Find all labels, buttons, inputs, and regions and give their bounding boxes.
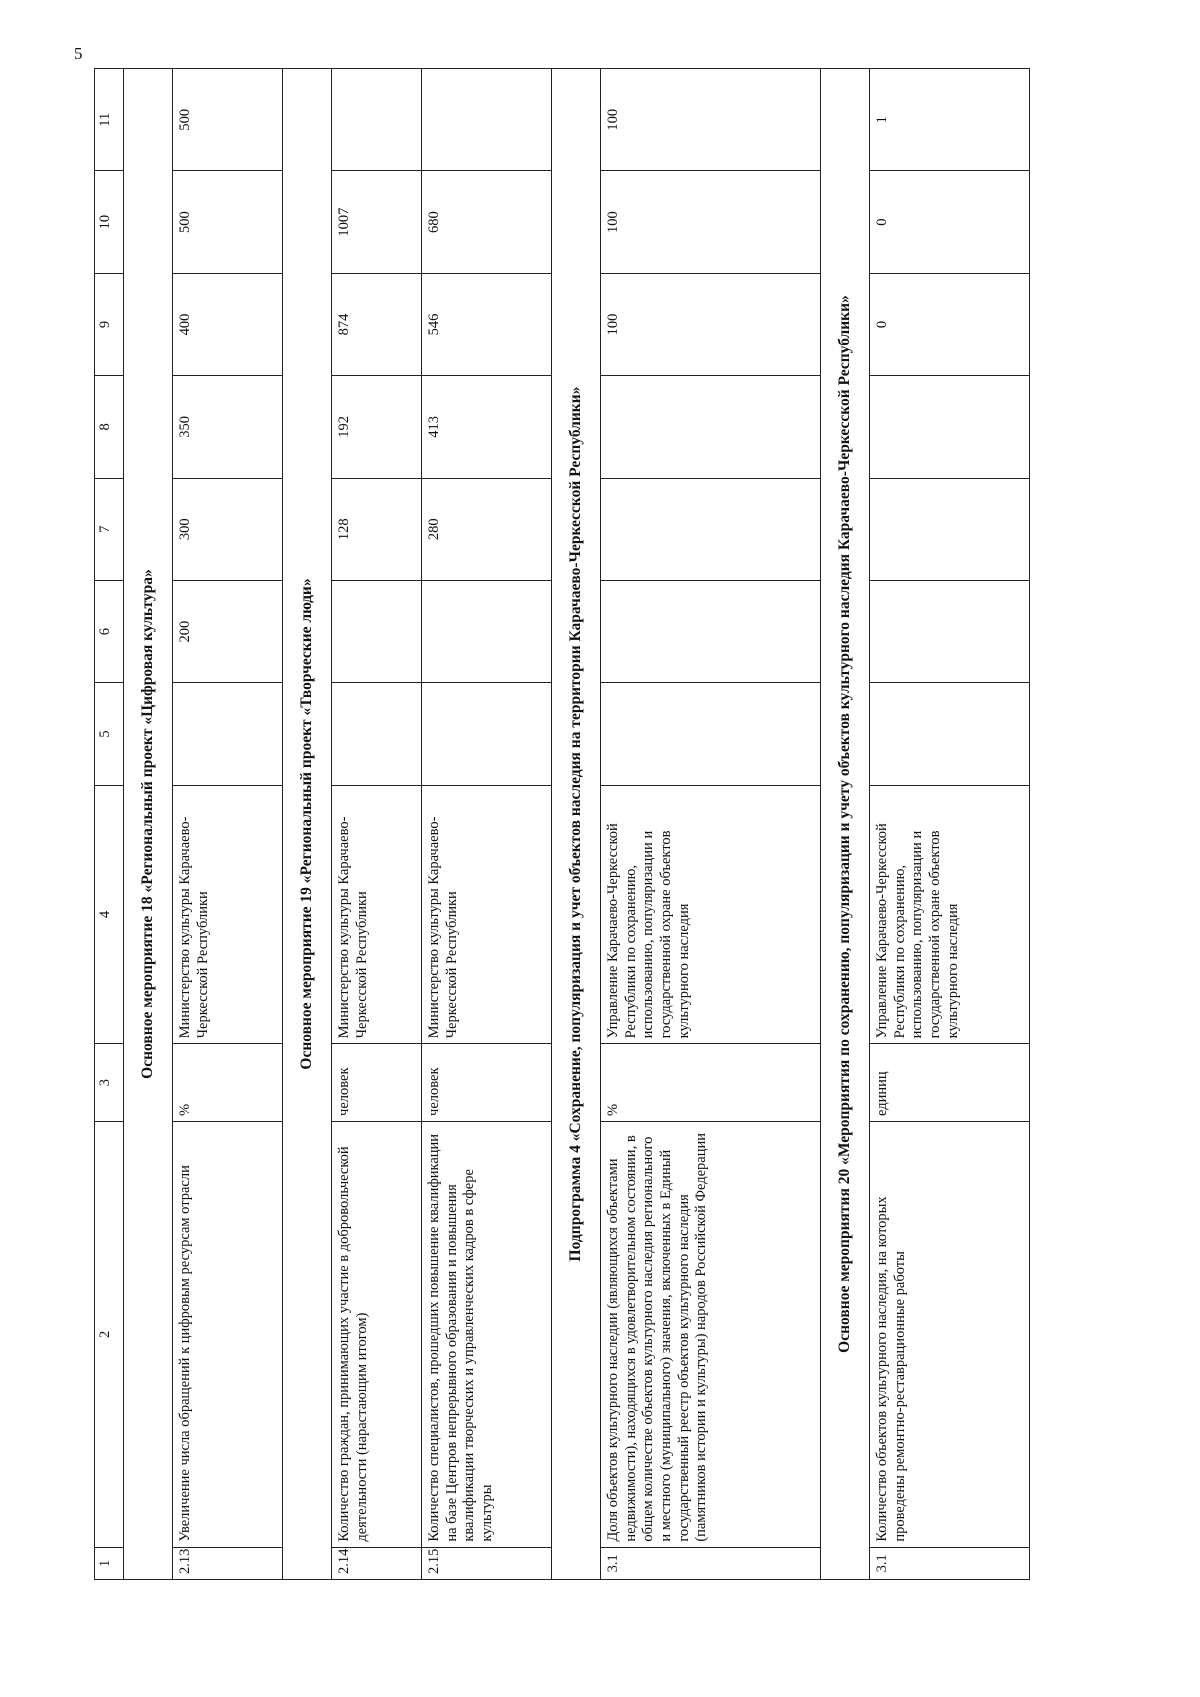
responsible-org: Министерство культуры Карачаево-Черкесской Республики <box>173 785 283 1044</box>
value-col5 <box>422 683 552 785</box>
section-title: Основное мероприятие 19 «Региональный проект «Творческие люди» <box>283 69 332 1580</box>
row-number: 2.13 <box>173 1547 283 1579</box>
page-number: 5 <box>74 44 83 63</box>
col-header: 11 <box>95 69 124 171</box>
header-row <box>95 69 124 1580</box>
section-title-row <box>821 69 870 1580</box>
value-col6 <box>422 580 552 682</box>
row-number: 2.14 <box>332 1547 422 1579</box>
value-col10: 100 <box>601 171 821 273</box>
unit: человек <box>422 1044 552 1122</box>
col-header: 1 <box>95 1547 124 1579</box>
value-col6 <box>332 580 422 682</box>
table-row <box>601 69 821 1580</box>
indicator-name: Количество объектов культурного наследия, на которых проведены ремонтно-реставрационные работы <box>870 1121 1030 1547</box>
value-col11 <box>422 69 552 171</box>
unit: % <box>173 1044 283 1122</box>
responsible-org: Министерство культуры Карачаево-Черкесской Республики <box>422 785 552 1044</box>
table-row <box>173 69 283 1580</box>
indicator-name: Увеличение числа обращений к цифровым ресурсам отрасли <box>173 1121 283 1547</box>
responsible-org: Управление Карачаево-Черкесской Республики по сохранению, использованию, популяризации и государственной охране объектов культурного наследия <box>870 785 1030 1044</box>
value-col9: 400 <box>173 273 283 375</box>
col-header: 8 <box>95 376 124 478</box>
unit: единиц <box>870 1044 1030 1122</box>
unit: % <box>601 1044 821 1122</box>
col-header: 10 <box>95 171 124 273</box>
table-row <box>870 69 1030 1580</box>
value-col5 <box>332 683 422 785</box>
row-number: 3.1 <box>601 1547 821 1579</box>
value-col6 <box>601 580 821 682</box>
indicator-name: Количество граждан, принимающих участие в добровольческой деятельности (нарастающим итогом) <box>332 1121 422 1547</box>
value-col10: 1007 <box>332 171 422 273</box>
col-header: 7 <box>95 478 124 580</box>
section-title: Подпрограмма 4 «Сохранение, популяризация и учет объектов наследия на территории Карачаево-Черкесской Республики» <box>552 69 601 1580</box>
value-col10: 0 <box>870 171 1030 273</box>
table-row <box>332 69 422 1580</box>
indicator-name: Доля объектов культурного наследии (являющихся объектами недвижимости), находящихся в удовлетворительном состоянии, в общем количестве объектов культурного наследия регионального и местного (муниципального) значения, включенных в Единый государственный реестр объектов культурного наследия (памятников истории и культуры) народов Российской Федерации <box>601 1121 821 1547</box>
responsible-org: Министерство культуры Карачаево-Черкесской Республики <box>332 785 422 1044</box>
value-col7 <box>870 478 1030 580</box>
value-col5 <box>601 683 821 785</box>
row-number: 3.1 <box>870 1547 1030 1579</box>
indicators-table <box>94 68 1030 1580</box>
table-row <box>422 69 552 1580</box>
value-col6: 200 <box>173 580 283 682</box>
col-header: 6 <box>95 580 124 682</box>
value-col7 <box>601 478 821 580</box>
value-col10: 500 <box>173 171 283 273</box>
value-col11: 500 <box>173 69 283 171</box>
value-col5 <box>870 683 1030 785</box>
row-number: 2.15 <box>422 1547 552 1579</box>
section-title-row <box>552 69 601 1580</box>
section-title: Основное мероприятия 20 «Мероприятия по сохранению, популяризации и учету объектов культурного наследия Карачаево-Черкесской Республики» <box>821 69 870 1580</box>
value-col11: 1 <box>870 69 1030 171</box>
value-col9: 874 <box>332 273 422 375</box>
value-col8 <box>601 376 821 478</box>
value-col5 <box>173 683 283 785</box>
rotated-page <box>94 68 1094 1580</box>
value-col11: 100 <box>601 69 821 171</box>
responsible-org: Управление Карачаево-Черкесской Республики по сохранению, использованию, популяризации и государственной охране объектов культурного наследия <box>601 785 821 1044</box>
col-header: 4 <box>95 785 124 1044</box>
value-col7: 300 <box>173 478 283 580</box>
unit: человек <box>332 1044 422 1122</box>
value-col9: 546 <box>422 273 552 375</box>
value-col11 <box>332 69 422 171</box>
indicator-name: Количество специалистов, прошедших повышение квалификации на базе Центров непрерывного образования и повышения квалификации творческих и управленческих кадров в сфере культуры <box>422 1121 552 1547</box>
value-col8: 350 <box>173 376 283 478</box>
value-col8: 192 <box>332 376 422 478</box>
value-col9: 0 <box>870 273 1030 375</box>
value-col7: 128 <box>332 478 422 580</box>
section-title-row <box>124 69 173 1580</box>
value-col7: 280 <box>422 478 552 580</box>
value-col8 <box>870 376 1030 478</box>
col-header: 3 <box>95 1044 124 1122</box>
value-col9: 100 <box>601 273 821 375</box>
section-title-row <box>283 69 332 1580</box>
value-col10: 680 <box>422 171 552 273</box>
section-title: Основное мероприятие 18 «Региональный проект «Цифровая культура» <box>124 69 173 1580</box>
value-col6 <box>870 580 1030 682</box>
col-header: 5 <box>95 683 124 785</box>
value-col8: 413 <box>422 376 552 478</box>
col-header: 2 <box>95 1121 124 1547</box>
col-header: 9 <box>95 273 124 375</box>
